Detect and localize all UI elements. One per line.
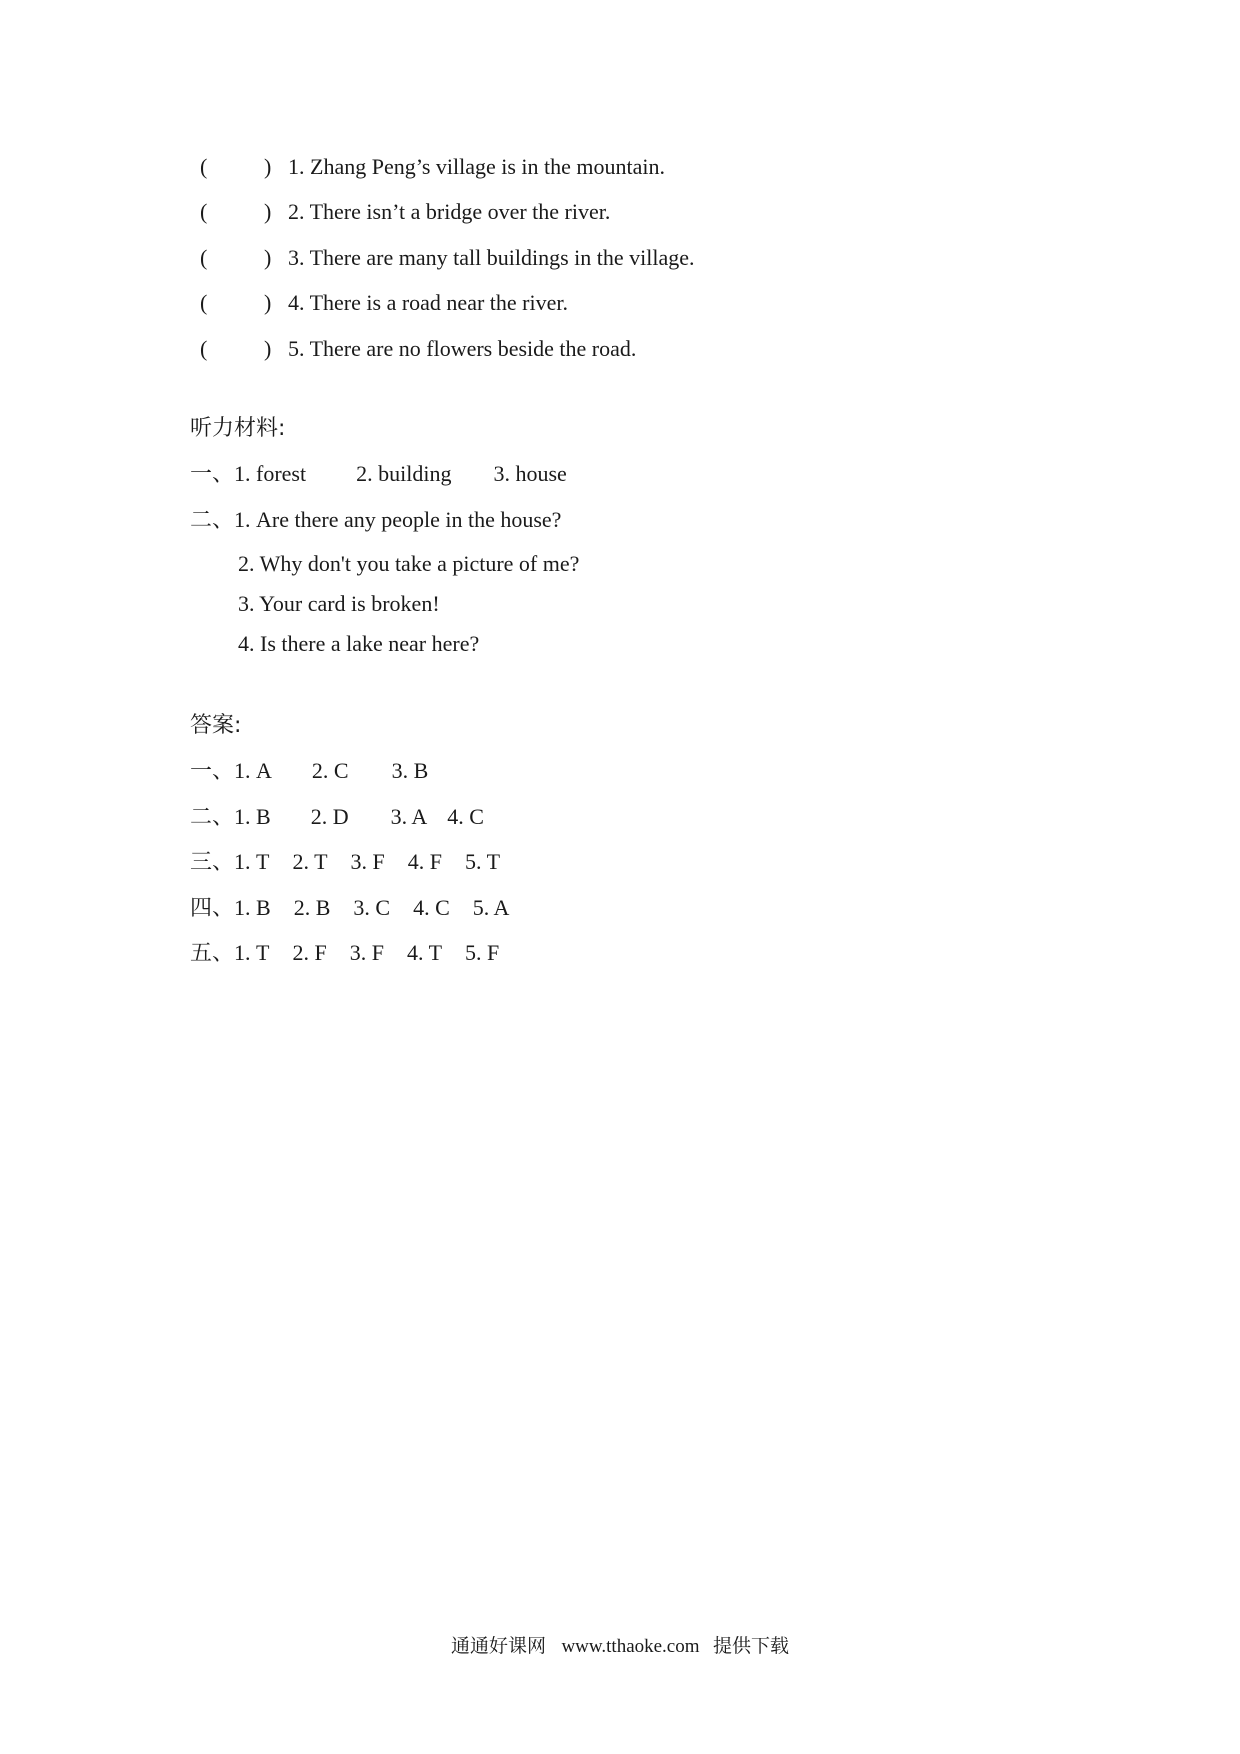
- tf-item-text: 2. There isn’t a bridge over the river.: [288, 199, 611, 224]
- section-label: 一、: [190, 759, 235, 784]
- footer-site-name: 通通好课网: [450, 1635, 546, 1657]
- answer-item: 1. B: [234, 804, 271, 829]
- footer-url-link[interactable]: www.tthaoke.com: [561, 1636, 700, 1657]
- tf-item-4: [200, 289, 568, 317]
- answer-item: 3. F: [350, 849, 385, 874]
- answer-bracket[interactable]: ( ): [200, 154, 272, 179]
- list-item: 1. Are there any people in the house?: [234, 507, 562, 532]
- answer-bracket[interactable]: ( ): [200, 245, 272, 270]
- answers-title: 答案:: [190, 713, 242, 738]
- answer-item: 5. A: [472, 895, 510, 920]
- answer-item: 4. C: [413, 895, 450, 920]
- answer-bracket[interactable]: ( ): [200, 336, 272, 361]
- answer-item: 2. B: [293, 895, 331, 920]
- answer-item: 3. F: [349, 940, 384, 965]
- answer-bracket[interactable]: ( ): [200, 290, 272, 315]
- list-item: 3. house: [493, 461, 567, 486]
- answer-item: 3. A: [390, 804, 428, 829]
- tf-item-3: [200, 244, 694, 272]
- answer-item: 2. D: [310, 804, 349, 829]
- answer-row-4: [190, 894, 509, 923]
- answer-item: 1. T: [234, 849, 270, 874]
- answer-item: 5. T: [465, 849, 501, 874]
- answer-row-1: [190, 757, 428, 786]
- list-item: 2. Why don't you take a picture of me?: [238, 551, 580, 576]
- answer-row-5: [190, 939, 499, 968]
- list-item: 1. forest: [234, 461, 307, 486]
- tf-item-text: 4. There is a road near the river.: [288, 290, 568, 315]
- section-label: 二、: [190, 508, 235, 533]
- listening-title: 听力材料:: [190, 416, 286, 441]
- tf-item-5: [200, 335, 636, 363]
- answer-item: 1. T: [234, 940, 270, 965]
- answer-item: 4. F: [407, 849, 443, 874]
- section-label: 二、: [190, 805, 235, 830]
- answer-bracket[interactable]: ( ): [200, 199, 272, 224]
- answer-item: 2. T: [292, 849, 328, 874]
- answer-item: 1. B: [234, 895, 271, 920]
- tf-item-text: 1. Zhang Peng’s village is in the mountain.: [288, 154, 666, 179]
- footer-credit: [0, 1633, 1240, 1660]
- listening-part-1: [190, 460, 567, 489]
- tf-item-text: 3. There are many tall buildings in the village.: [288, 245, 695, 270]
- answer-row-3: [190, 848, 500, 877]
- tf-item-1: [200, 153, 665, 181]
- section-label: 三、: [190, 850, 235, 875]
- list-item: 3. Your card is broken!: [238, 591, 440, 616]
- answer-item: 2. C: [311, 758, 349, 783]
- tf-item-2: [200, 198, 610, 226]
- answer-item: 3. C: [353, 895, 391, 920]
- section-label: 四、: [190, 896, 235, 921]
- section-label: 一、: [190, 462, 235, 487]
- tf-item-text: 5. There are no flowers beside the road.: [288, 336, 637, 361]
- answer-row-2: [190, 803, 484, 832]
- list-item: 2. building: [356, 461, 452, 486]
- footer-suffix: 提供下载: [713, 1635, 790, 1657]
- list-item: 4. Is there a lake near here?: [238, 631, 480, 656]
- section-label: 五、: [190, 941, 235, 966]
- listening-part-2: [190, 506, 561, 535]
- answer-item: 5. F: [465, 940, 500, 965]
- answer-item: 2. F: [292, 940, 327, 965]
- answer-item: 4. C: [447, 804, 484, 829]
- answer-item: 4. T: [406, 940, 443, 965]
- answer-item: 3. B: [391, 758, 429, 783]
- answer-item: 1. A: [234, 758, 272, 783]
